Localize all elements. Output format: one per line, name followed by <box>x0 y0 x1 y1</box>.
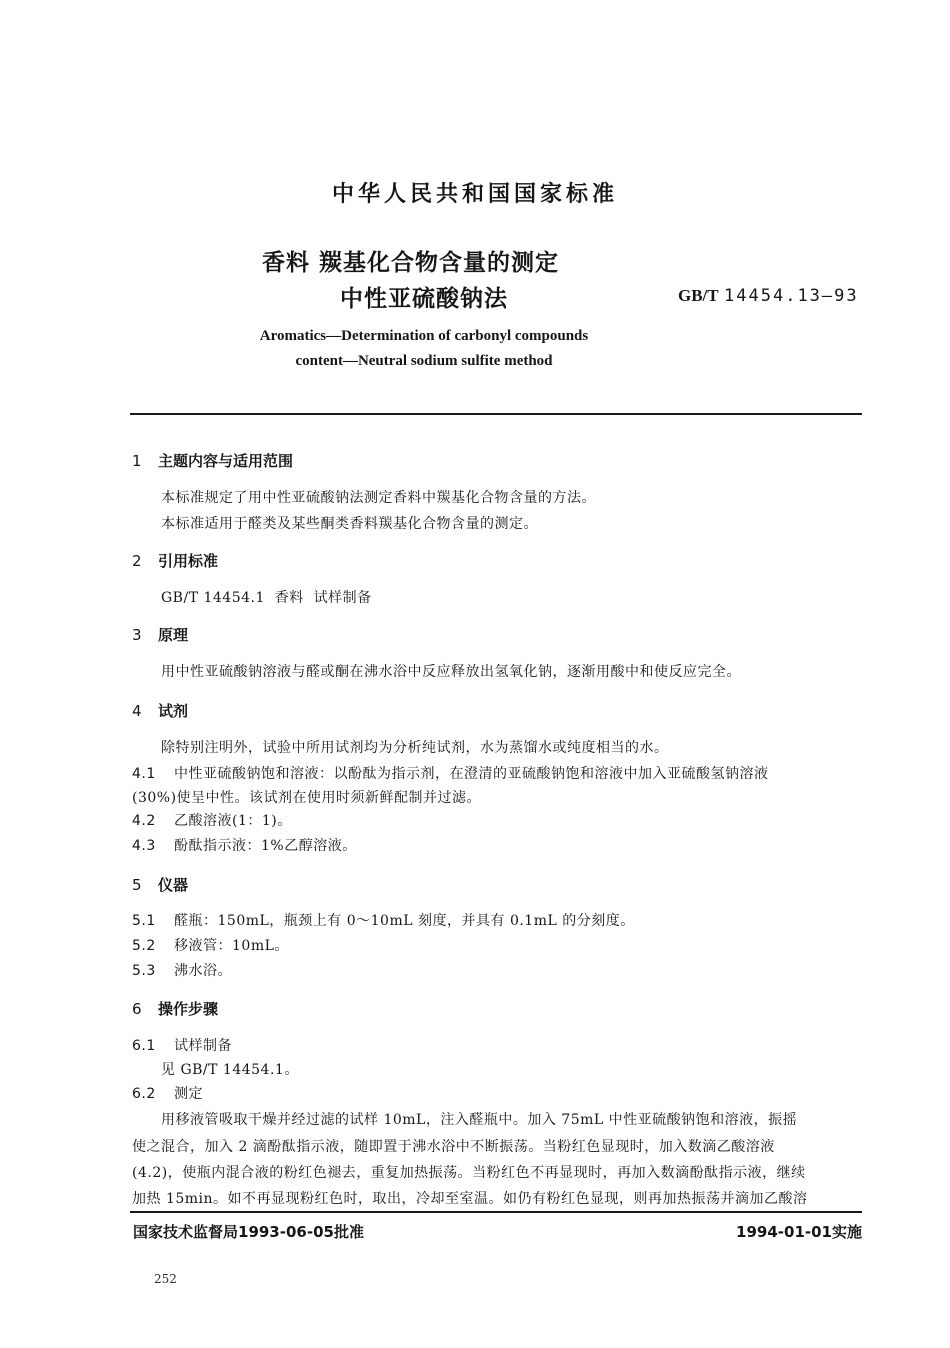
clause-5-3 <box>132 960 232 980</box>
national-standard-heading: 中华人民共和国国家标准 <box>331 182 618 207</box>
section-1-heading <box>132 450 293 471</box>
footer-rule <box>130 1211 862 1213</box>
standard-prefix: GB/T <box>678 286 719 305</box>
section-number: 4 <box>132 702 142 720</box>
page-number: 252 <box>154 1272 177 1286</box>
standard-code: 14454.13—93 <box>724 286 859 306</box>
clause-6-2-line-3: (4.2)，使瓶内混合液的粉红色褪去，重复加热振荡。当粉红色不再显现时，再加入数滴酚酞指示液，继续 <box>132 1165 806 1181</box>
section-title: 引用标准 <box>158 552 219 570</box>
section-title: 试剂 <box>158 702 189 720</box>
clause-title: 试样制备 <box>174 1038 232 1054</box>
section-title: 操作步骤 <box>158 1000 219 1018</box>
section-title: 主题内容与适用范围 <box>158 452 294 470</box>
clause-text: 移液管：10mL。 <box>174 938 289 954</box>
section-2-heading <box>132 550 218 571</box>
clause-6-2 <box>132 1083 203 1103</box>
clause-5-2 <box>132 935 289 955</box>
clause-number: 6.2 <box>132 1086 156 1102</box>
implementation-date: 1994-01-01实施 <box>736 1223 862 1241</box>
approval-date: 国家技术监督局1993-06-05批准 <box>133 1223 364 1241</box>
clause-text: 乙酸溶液(1：1)。 <box>174 813 292 829</box>
clause-4-1 <box>132 763 769 783</box>
clause-title: 测定 <box>174 1086 203 1102</box>
section-number: 1 <box>132 452 142 470</box>
clause-number: 6.1 <box>132 1038 156 1054</box>
clause-text: 中性亚硫酸钠饱和溶液：以酚酞为指示剂，在澄清的亚硫酸钠饱和溶液中加入亚硫酸氢钠溶液 <box>174 766 769 782</box>
section-number: 2 <box>132 552 142 570</box>
clause-text: 醛瓶：150mL，瓶颈上有 0～10mL 刻度，并具有 0.1mL 的分刻度。 <box>174 913 635 929</box>
section-4-para-1: 除特别注明外，试验中所用试剂均为分析纯试剂，水为蒸馏水或纯度相当的水。 <box>161 740 669 756</box>
clause-number: 4.1 <box>132 766 156 782</box>
title-line-1: 香料 羰基化合物含量的测定 <box>262 250 560 276</box>
clause-4-2 <box>132 810 292 830</box>
english-title-line-1: Aromatics—Determination of carbonyl compounds <box>259 328 589 344</box>
section-4-heading <box>132 700 188 721</box>
section-1-para-2: 本标准适用于醛类及某些酮类香料羰基化合物含量的测定。 <box>161 516 538 532</box>
section-number: 6 <box>132 1000 142 1018</box>
clause-5-1 <box>132 910 635 930</box>
clause-number: 4.2 <box>132 813 156 829</box>
standard-number <box>678 286 859 306</box>
clause-number: 5.1 <box>132 913 156 929</box>
section-title: 仪器 <box>158 876 189 894</box>
section-2-para-1: GB/T 14454.1 香料 试样制备 <box>161 590 372 606</box>
clause-number: 4.3 <box>132 838 156 854</box>
section-number: 5 <box>132 876 142 894</box>
section-6-heading <box>132 998 218 1019</box>
clause-6-2-line-2: 使之混合，加入 2 滴酚酞指示液，随即置于沸水浴中不断振荡。当粉红色显现时，加入数滴乙酸溶液 <box>132 1139 775 1155</box>
clause-6-1 <box>132 1035 232 1055</box>
section-title: 原理 <box>158 626 189 644</box>
section-5-heading <box>132 874 188 895</box>
clause-6-2-line-1: 用移液管吸取干燥并经过滤的试样 10mL，注入醛瓶中。加入 75mL 中性亚硫酸钠饱和溶液，振摇 <box>161 1112 798 1128</box>
section-1-para-1: 本标准规定了用中性亚硫酸钠法测定香料中羰基化合物含量的方法。 <box>161 490 596 506</box>
clause-6-1-body: 见 GB/T 14454.1。 <box>161 1062 299 1078</box>
header-rule <box>130 413 862 415</box>
clause-number: 5.3 <box>132 963 156 979</box>
clause-4-1-continued: (30%)使呈中性。该试剂在使用时须新鲜配制并过滤。 <box>132 790 482 806</box>
title-line-2: 中性亚硫酸钠法 <box>340 286 508 312</box>
clause-text: 酚酞指示液：1%乙醇溶液。 <box>174 838 357 854</box>
section-number: 3 <box>132 626 142 644</box>
english-title-line-2: content—Neutral sodium sulfite method <box>295 353 553 369</box>
clause-6-2-line-4: 加热 15min。如不再显现粉红色时，取出，冷却至室温。如仍有粉红色显现，则再加热振荡并滴加乙酸溶 <box>132 1191 808 1207</box>
clause-number: 5.2 <box>132 938 156 954</box>
section-3-heading <box>132 624 188 645</box>
clause-text: 沸水浴。 <box>174 963 232 979</box>
clause-4-3 <box>132 835 357 855</box>
section-3-para-1: 用中性亚硫酸钠溶液与醛或酮在沸水浴中反应释放出氢氧化钠，逐渐用酸中和使反应完全。 <box>161 664 741 680</box>
